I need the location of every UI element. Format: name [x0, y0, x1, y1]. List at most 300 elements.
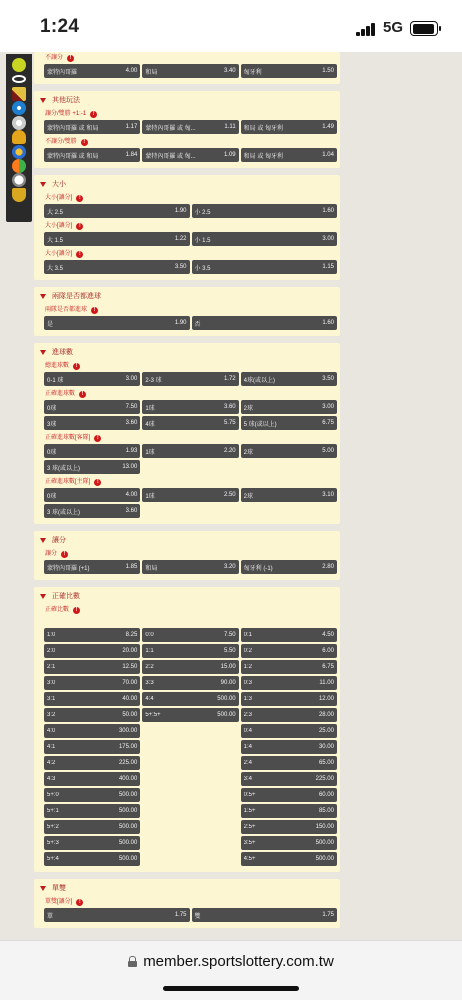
- market-label: [37, 604, 337, 616]
- odds-value: 300.00: [118, 728, 138, 734]
- odds-button[interactable]: [241, 148, 337, 162]
- odds-button[interactable]: [44, 708, 140, 722]
- selection-name: 0:4: [243, 728, 252, 734]
- market-label-text: 讓分: [45, 551, 58, 557]
- odds-button[interactable]: [44, 260, 190, 274]
- odds-value: 1.84: [125, 152, 138, 158]
- selection-name: 2球: [243, 449, 253, 456]
- selection-name: 1:4: [243, 744, 252, 750]
- odds-value: 50.00: [122, 712, 138, 718]
- odds-button[interactable]: [241, 788, 337, 802]
- odds-button[interactable]: [241, 708, 337, 722]
- ball-cluster-icon[interactable]: [12, 159, 26, 173]
- odds-button[interactable]: [44, 232, 190, 246]
- odds-value: 150.00: [315, 824, 334, 830]
- odds-row: [37, 148, 337, 162]
- odds-value: 5.75: [223, 420, 236, 426]
- odds-value: 85.00: [318, 808, 334, 814]
- odds-value: 1.11: [224, 124, 236, 130]
- selection-name: 4球(或以上): [243, 377, 275, 384]
- selection-name: 1:2: [243, 664, 252, 670]
- odds-row: [37, 204, 337, 218]
- odds-button[interactable]: [241, 400, 337, 414]
- section-title: 單雙: [52, 885, 66, 892]
- selection-name: 0:5+: [243, 792, 256, 798]
- odds-row: [37, 708, 337, 722]
- odds-value: 1.15: [322, 264, 334, 270]
- selection-name: 0:1: [243, 632, 252, 638]
- selection-name: 1球: [145, 493, 155, 500]
- selection-name: 1:0: [47, 632, 56, 638]
- odds-button[interactable]: [192, 260, 338, 274]
- selection-name: 1球: [145, 405, 155, 412]
- selection-name: 3球: [47, 421, 57, 428]
- odds-value: 3.00: [322, 404, 334, 410]
- odds-button[interactable]: [241, 64, 337, 78]
- odds-button[interactable]: [142, 708, 238, 722]
- selection-name: 4:0: [47, 728, 56, 734]
- market-label: [37, 360, 337, 372]
- odds-row: [37, 852, 337, 866]
- odds-button[interactable]: [241, 836, 337, 850]
- odds-button[interactable]: [44, 204, 190, 218]
- odds-value: 225.00: [118, 760, 138, 766]
- caret-down-icon: [40, 182, 46, 187]
- sport-sidebar: [6, 54, 32, 222]
- market-label-text: 正確進球數[客隊]: [45, 435, 91, 441]
- odds-button[interactable]: [241, 444, 337, 458]
- odds-button[interactable]: [44, 724, 140, 738]
- selection-name: 是: [47, 321, 54, 328]
- odds-value: 500.00: [315, 856, 334, 862]
- odds-button[interactable]: [44, 416, 140, 430]
- odds-value: 3.10: [322, 492, 334, 498]
- selection-name: 3:1: [47, 696, 56, 702]
- selection-name: 4:3: [47, 776, 56, 782]
- selection-name: 0球: [47, 405, 57, 412]
- odds-value: 12.50: [122, 664, 138, 670]
- odds-row: [37, 836, 337, 850]
- odds-value: 3.60: [223, 404, 236, 410]
- odds-value: 1.22: [174, 236, 187, 242]
- odds-value: 7.50: [125, 404, 138, 410]
- battery-icon: [410, 21, 438, 36]
- odds-button[interactable]: [241, 488, 337, 502]
- market-label: [37, 220, 337, 232]
- market-label: [37, 432, 337, 444]
- selection-name: 單: [47, 913, 54, 920]
- market-label: [37, 52, 337, 64]
- odds-button[interactable]: [142, 64, 238, 78]
- odds-row: [37, 788, 337, 802]
- odds-value: 3.60: [125, 420, 138, 426]
- odds-button[interactable]: [44, 788, 140, 802]
- odds-button[interactable]: [44, 692, 140, 706]
- info-icon[interactable]: !: [94, 435, 101, 442]
- info-icon[interactable]: !: [67, 55, 74, 62]
- odds-button[interactable]: [44, 756, 140, 770]
- odds-value: 400.00: [118, 776, 138, 782]
- selection-name: 4:2: [47, 760, 56, 766]
- market-label: [37, 108, 337, 120]
- lock-icon: [128, 956, 137, 967]
- odds-button[interactable]: [44, 676, 140, 690]
- odds-button[interactable]: [44, 460, 140, 474]
- odds-value: 2.20: [223, 448, 236, 454]
- selection-name: 大 2.5: [47, 209, 64, 216]
- odds-row: [37, 232, 337, 246]
- baseball-bat-icon[interactable]: [12, 87, 26, 101]
- market-label: [37, 388, 337, 400]
- selection-name: 4:4: [145, 696, 154, 702]
- odds-row: [37, 628, 337, 642]
- odds-button[interactable]: [44, 316, 190, 330]
- odds-row: [37, 692, 337, 706]
- odds-value: 1.04: [322, 152, 334, 158]
- odds-button[interactable]: [241, 756, 337, 770]
- info-icon[interactable]: !: [73, 607, 80, 614]
- market-label: [37, 304, 337, 316]
- selection-name: 2-3 球: [145, 377, 162, 384]
- selection-name: 和局: [145, 565, 158, 572]
- url-text: member.sportslottery.com.tw: [143, 953, 334, 970]
- odds-value: 12.00: [318, 696, 334, 702]
- odds-button[interactable]: [192, 232, 338, 246]
- selection-name: 小 1.5: [194, 237, 211, 244]
- empty-slot: [142, 504, 238, 518]
- odds-value: 28.00: [318, 712, 334, 718]
- selection-name: 2:2: [145, 664, 154, 670]
- status-bar: [0, 0, 462, 52]
- odds-button[interactable]: [44, 820, 140, 834]
- selection-name: 0:2: [243, 648, 252, 654]
- odds-value: 3.50: [174, 264, 187, 270]
- selection-name: 1:1: [145, 648, 154, 654]
- info-icon[interactable]: !: [79, 391, 86, 398]
- golf-icon[interactable]: [12, 173, 26, 187]
- status-time: 1:24: [40, 16, 80, 37]
- section-header[interactable]: [37, 93, 337, 108]
- odds-value: 1.85: [125, 564, 138, 570]
- market-label-text: 不讓分/雙勝: [45, 139, 77, 145]
- selection-name: 4:5+: [243, 856, 256, 862]
- selection-name: 2:1: [47, 664, 56, 670]
- odds-button[interactable]: [142, 400, 238, 414]
- odds-button[interactable]: [142, 416, 238, 430]
- selection-name: 3:3: [145, 680, 154, 686]
- empty-slot: [142, 788, 238, 802]
- badminton-icon[interactable]: [12, 116, 26, 130]
- odds-row: [37, 660, 337, 674]
- odds-button[interactable]: [142, 628, 238, 642]
- odds-value: 1.50: [322, 68, 334, 74]
- odds-value: 15.00: [220, 664, 236, 670]
- odds-row: [37, 740, 337, 754]
- market-section: [34, 52, 340, 84]
- odds-button[interactable]: [142, 372, 238, 386]
- odds-button[interactable]: [241, 804, 337, 818]
- selection-name: 小 3.5: [194, 265, 211, 272]
- caret-down-icon: [40, 294, 46, 299]
- odds-value: 65.00: [318, 760, 334, 766]
- odds-value: 2.50: [223, 492, 236, 498]
- selection-name: 匈牙利 (-1): [243, 565, 273, 572]
- market-label-text: 不讓分: [45, 55, 64, 61]
- odds-button[interactable]: [142, 120, 238, 134]
- odds-value: 1.49: [322, 124, 334, 130]
- info-icon[interactable]: !: [76, 223, 83, 230]
- selection-name: 2:5+: [243, 824, 256, 830]
- odds-button[interactable]: [44, 660, 140, 674]
- section-header[interactable]: [37, 589, 337, 604]
- tennis-ball-icon[interactable]: [12, 58, 26, 72]
- info-icon[interactable]: !: [61, 551, 68, 558]
- selection-name: 蒙特內哥羅 (+1): [47, 565, 90, 572]
- odds-value: 1.90: [174, 208, 187, 214]
- odds-row: [37, 316, 337, 330]
- odds-value: 60.00: [318, 792, 334, 798]
- odds-value: 1.60: [322, 208, 334, 214]
- market-section: [34, 91, 340, 168]
- selection-name: 1:3: [243, 696, 252, 702]
- spacer: [37, 616, 337, 628]
- market-label-text: 大小[讓分]: [45, 251, 73, 257]
- section-title: 兩隊是否都進球: [52, 293, 101, 300]
- selection-name: 大 1.5: [47, 237, 64, 244]
- rugby-ball-icon[interactable]: [12, 75, 26, 83]
- info-icon[interactable]: !: [90, 111, 97, 118]
- selection-name: 5+:4: [47, 856, 59, 862]
- odds-row: [37, 908, 337, 922]
- odds-button[interactable]: [142, 444, 238, 458]
- odds-button[interactable]: [241, 660, 337, 674]
- selection-name: 2球: [243, 493, 253, 500]
- selection-name: 4球: [145, 421, 155, 428]
- section-title: 大小: [52, 181, 66, 188]
- selection-name: 和局 或 匈牙利: [243, 125, 283, 132]
- odds-value: 1.75: [174, 912, 187, 918]
- odds-button[interactable]: [241, 740, 337, 754]
- odds-button[interactable]: [142, 692, 238, 706]
- empty-slot: [142, 852, 238, 866]
- market-label-text: 正確比數: [45, 607, 70, 613]
- odds-button[interactable]: [44, 64, 140, 78]
- empty-slot: [142, 836, 238, 850]
- odds-button[interactable]: [44, 148, 140, 162]
- odds-button[interactable]: [44, 504, 140, 518]
- empty-slot: [142, 756, 238, 770]
- caret-down-icon: [40, 350, 46, 355]
- home-indicator[interactable]: [163, 986, 299, 991]
- odds-button[interactable]: [44, 444, 140, 458]
- odds-value: 3.00: [125, 376, 138, 382]
- odds-button[interactable]: [241, 772, 337, 786]
- odds-button[interactable]: [241, 724, 337, 738]
- market-label: [37, 548, 337, 560]
- odds-value: 225.00: [315, 776, 334, 782]
- odds-button[interactable]: [44, 740, 140, 754]
- market-label-text: 正確進球數[主隊]: [45, 479, 91, 485]
- selection-name: 5+:0: [47, 792, 59, 798]
- odds-button[interactable]: [241, 416, 337, 430]
- url-bar[interactable]: [0, 953, 462, 970]
- section-header[interactable]: [37, 289, 337, 304]
- odds-value: 90.00: [220, 680, 236, 686]
- odds-value: 8.25: [125, 632, 138, 638]
- odds-value: 4.00: [125, 492, 138, 498]
- odds-value: 13.00: [122, 464, 138, 470]
- odds-button[interactable]: [241, 628, 337, 642]
- empty-slot: [241, 504, 337, 518]
- odds-button[interactable]: [241, 676, 337, 690]
- odds-button[interactable]: [44, 372, 140, 386]
- odds-value: 1.09: [223, 152, 236, 158]
- section-title: 讓分: [52, 537, 66, 544]
- empty-slot: [142, 724, 238, 738]
- info-icon[interactable]: !: [73, 363, 80, 370]
- odds-value: 3.00: [322, 236, 334, 242]
- selection-name: 雙: [194, 913, 201, 920]
- market-label-text: 正確進球數: [45, 391, 76, 397]
- odds-button[interactable]: [142, 488, 238, 502]
- market-label: [37, 136, 337, 148]
- empty-slot: [142, 820, 238, 834]
- odds-button[interactable]: [241, 644, 337, 658]
- odds-button[interactable]: [241, 820, 337, 834]
- odds-button[interactable]: [44, 836, 140, 850]
- odds-button[interactable]: [192, 316, 338, 330]
- odds-row: [37, 820, 337, 834]
- odds-button[interactable]: [44, 120, 140, 134]
- odds-row: [37, 560, 337, 574]
- odds-button[interactable]: [241, 560, 337, 574]
- empty-slot: [142, 740, 238, 754]
- market-section: [34, 343, 340, 524]
- odds-button[interactable]: [44, 488, 140, 502]
- odds-value: 500.00: [118, 824, 138, 830]
- odds-button[interactable]: [142, 560, 238, 574]
- market-label: [37, 192, 337, 204]
- signal-icon: [356, 23, 376, 36]
- odds-value: 500.00: [118, 808, 138, 814]
- globe-ball-icon[interactable]: [12, 101, 26, 115]
- odds-value: 1.93: [125, 448, 138, 454]
- trophy-icon[interactable]: [12, 188, 26, 202]
- odds-button[interactable]: [142, 660, 238, 674]
- football-helmet-icon[interactable]: [12, 130, 26, 144]
- selection-name: 大 3.5: [47, 265, 64, 272]
- odds-value: 6.00: [322, 648, 334, 654]
- odds-button[interactable]: [44, 804, 140, 818]
- odds-button[interactable]: [192, 204, 338, 218]
- odds-value: 11.00: [319, 680, 334, 686]
- selection-name: 5+:3: [47, 840, 59, 846]
- odds-value: 1.60: [322, 320, 334, 326]
- odds-row: [37, 724, 337, 738]
- info-icon[interactable]: !: [94, 479, 101, 486]
- volleyball-icon[interactable]: [12, 145, 26, 159]
- odds-button[interactable]: [44, 852, 140, 866]
- selection-name: 5+:1: [47, 808, 59, 814]
- market-label-text: 大小[讓分]: [45, 223, 73, 229]
- odds-row: [37, 504, 337, 518]
- market-label: [37, 248, 337, 260]
- empty-slot: [142, 772, 238, 786]
- selection-name: 2:4: [243, 760, 252, 766]
- selection-name: 小 2.5: [194, 209, 211, 216]
- odds-value: 5.00: [322, 448, 334, 454]
- odds-button[interactable]: [142, 148, 238, 162]
- info-icon[interactable]: !: [81, 139, 88, 146]
- odds-button[interactable]: [241, 692, 337, 706]
- odds-button[interactable]: [241, 372, 337, 386]
- odds-button[interactable]: [241, 120, 337, 134]
- odds-button[interactable]: [44, 644, 140, 658]
- odds-row: [37, 64, 337, 78]
- selection-name: 4:1: [47, 744, 56, 750]
- section-header[interactable]: [37, 533, 337, 548]
- odds-button[interactable]: [44, 400, 140, 414]
- info-icon[interactable]: !: [76, 251, 83, 258]
- selection-name: 5 球(或以上): [243, 421, 277, 428]
- selection-name: 和局 或 匈牙利: [243, 153, 283, 160]
- odds-button[interactable]: [44, 628, 140, 642]
- odds-row: [37, 444, 337, 458]
- odds-value: 25.00: [318, 728, 334, 734]
- section-title: 進球數: [52, 349, 73, 356]
- odds-value: 7.50: [223, 632, 236, 638]
- market-label-text: 兩隊是否都進球: [45, 307, 88, 313]
- section-header[interactable]: [37, 177, 337, 192]
- network-type: 5G: [383, 19, 404, 36]
- market-label-text: 讓分/雙勝 +1:-1: [45, 111, 87, 117]
- odds-value: 20.00: [122, 648, 138, 654]
- odds-button[interactable]: [44, 908, 190, 922]
- odds-button[interactable]: [142, 676, 238, 690]
- odds-button[interactable]: [44, 772, 140, 786]
- selection-name: 0球: [47, 493, 57, 500]
- info-icon[interactable]: !: [76, 899, 83, 906]
- odds-value: 4.00: [125, 68, 138, 74]
- odds-button[interactable]: [44, 560, 140, 574]
- odds-row: [37, 416, 337, 430]
- market-label-text: 單雙[讓分]: [45, 899, 73, 905]
- odds-value: 4.50: [322, 632, 334, 638]
- selection-name: 和局: [145, 69, 158, 76]
- odds-value: 1.75: [322, 912, 334, 918]
- selection-name: 蒙特內哥羅 或 和局: [47, 153, 99, 160]
- info-icon[interactable]: !: [91, 307, 98, 314]
- odds-button[interactable]: [192, 908, 338, 922]
- odds-value: 5.50: [223, 648, 236, 654]
- section-title: 正確比數: [52, 593, 80, 600]
- selection-name: 0:0: [145, 632, 154, 638]
- market-section: [34, 531, 340, 580]
- odds-button[interactable]: [241, 852, 337, 866]
- odds-button[interactable]: [142, 644, 238, 658]
- market-section: [34, 287, 340, 336]
- odds-value: 1.72: [223, 376, 236, 382]
- section-header[interactable]: [37, 345, 337, 360]
- caret-down-icon: [40, 538, 46, 543]
- odds-row: [37, 644, 337, 658]
- odds-value: 500.00: [118, 856, 138, 862]
- selection-name: 3 球(或以上): [47, 465, 81, 472]
- odds-value: 500.00: [315, 840, 334, 846]
- odds-row: [37, 676, 337, 690]
- section-header[interactable]: [37, 881, 337, 896]
- info-icon[interactable]: !: [76, 195, 83, 202]
